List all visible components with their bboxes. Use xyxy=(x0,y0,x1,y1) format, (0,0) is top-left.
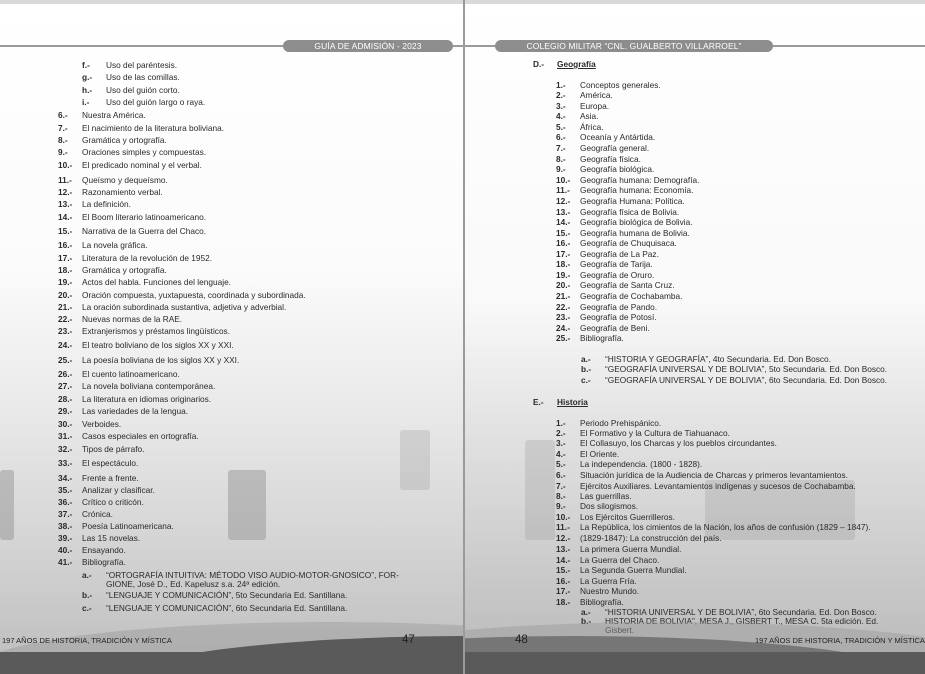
item-text: Geografía Humana: Política. xyxy=(580,196,685,206)
item-number: 9.- xyxy=(58,147,68,157)
item-number: 12.- xyxy=(556,196,571,206)
item-number: 14.- xyxy=(556,217,571,227)
item-text: Gisbert. xyxy=(605,625,635,635)
item-number: 38.- xyxy=(58,521,73,531)
right-page: COLEGIO MILITAR “CNL. GUALBERTO VILLARROEL” D.- Geografía E.- Historia 1.- Conceptos generales. 2.- América. 3.- Europa. 4.- Asia. 5.- África. 6.- Oceanía y Antártida. 7.- Geografía general. 8.- Geografía física. 9.- Geografía biológica. 10.- Geografía humana: Demografía. 11.- Geografía humana: Economía. 12.- Geografía Humana: Política. 13.- Geografía física de Bolivia. 14.- Geografía biológica de Bolivia. 15.- Geografía humana de Bolivia. 16.- Geografía de Chuquisaca. 17.- Geografía de La Paz. 18.- Geografía de Tarija. 19.- Geografía de Oruro. 20.- Geografía de Santa Cruz. 21.- Geografía de Cochabamba. 22.- Geografía de Pando. 23.- Geografía de Potosí. 24.- Geografía de Beni. 25.- Bibliografía. a.- “HISTORIA Y GEOGRAFÍA”, 4to Secundaria. Ed. Don Bosco. b.- “GEOGRAFÍA UNIVERSAL Y DE BOLIVIA”, 5to Secundaria. Ed. Don Bosco. c.- “GEOGRAFÍA UNIVERSAL Y DE BOLIVIA”, 6to Secundaria. Ed. Don Bosco. 1.- Periodo Prehispánico. 2.- El Formativo y la Cultura de Tiahuanaco. 3.- El Collasuyo, los Charcas y los pueblos circundantes. 4.- El Oriente. 5.- La independencia. (1800 - 1828). 6.- Situación jurídica de la Audiencia de Charcas y primeros levantamientos. 7.- Ejércitos Auxiliares. Levantamientos indígenas y sucesos de Cochabamba. 8.- Las guerrillas. 9.- Dos silogismos. 10.- Los Ejércitos Guerrilleros. 11.- La República, los cimientos de la Nación, los años de confusión (1829 – 1847). 12.- (1829-1847): La construcción del país. 13.- La primera Guerra Mundial. 14.- La Guerra del Chaco. 15.- La Segunda Guerra Mundial. 16.- La Guerra Fría. 17.- Nuestro Mundo. 18.- Bibliografía. a.- “HISTORIA UNIVERSAL Y DE BOLIVIA”, 6to Secundaria. Ed. Don Bosco. b.- HISTORIA DE BOLIVIA”, MESA J., GISBERT T., MESA C. 5ta edición. Ed. Gisbert. 48 197 AÑOS DE HISTORIA, TRADICIÓN Y MÍSTICA xyxy=(465,0,925,674)
photo-figure xyxy=(525,440,555,540)
item-text: América. xyxy=(580,90,613,100)
item-text: La novela boliviana contemporánea. xyxy=(82,381,216,391)
item-number: 2.- xyxy=(556,90,566,100)
item-number: 16.- xyxy=(58,240,73,250)
item-text: Verboides. xyxy=(82,419,122,429)
item-text: La República, los cimientos de la Nación, los años de confusión (1829 – 1847). xyxy=(580,522,871,532)
item-number: 37.- xyxy=(58,509,73,519)
item-number: 2.- xyxy=(556,428,566,438)
item-text: Geografía física. xyxy=(580,154,641,164)
item-number: 18.- xyxy=(58,265,73,275)
item-text: La poesía boliviana de los siglos XX y XXI. xyxy=(82,355,240,365)
item-text: Geografía biológica de Bolivia. xyxy=(580,217,693,227)
item-text: La definición. xyxy=(82,199,131,209)
item-text: La independencia. (1800 - 1828). xyxy=(580,459,703,469)
item-number: 11.- xyxy=(556,185,570,195)
item-number: 17.- xyxy=(556,586,571,596)
item-text: Extranjerismos y préstamos lingüísticos. xyxy=(82,326,231,336)
item-text: Oración compuesta, yuxtapuesta, coordinada y subordinada. xyxy=(82,290,306,300)
item-number: 7.- xyxy=(556,481,566,491)
footer-band xyxy=(465,652,925,674)
item-text: Los Ejércitos Guerrilleros. xyxy=(580,512,675,522)
item-text: Las variedades de la lengua. xyxy=(82,406,189,416)
item-text: Geografía de Cochabamba. xyxy=(580,291,683,301)
item-number: 9.- xyxy=(556,501,566,511)
item-text: “ORTOGRAFÍA INTUITIVA: MÉTODO VISO AUDIO-MOTOR-GNOSICO”, FOR- xyxy=(106,570,399,580)
item-number: 5.- xyxy=(556,459,566,469)
item-text: Las 15 novelas. xyxy=(82,533,141,543)
item-text: (1829-1847): La construcción del país. xyxy=(580,533,722,543)
item-number: 28.- xyxy=(58,394,73,404)
item-number: 20.- xyxy=(556,280,571,290)
item-text: El Collasuyo, los Charcas y los pueblos circundantes. xyxy=(580,438,777,448)
item-text: Tipos de párrafo. xyxy=(82,444,145,454)
photo-figure xyxy=(0,470,14,540)
item-number: 15.- xyxy=(58,226,73,236)
item-number: h.- xyxy=(82,85,93,95)
item-number: 11.- xyxy=(556,522,570,532)
item-text: Geografía humana: Demografía. xyxy=(580,175,700,185)
item-number: 17.- xyxy=(556,249,571,259)
item-text: Europa. xyxy=(580,101,610,111)
item-text: Analizar y clasificar. xyxy=(82,485,155,495)
item-text: Bibliografía. xyxy=(580,333,624,343)
item-number: 23.- xyxy=(58,326,73,336)
item-number: 4.- xyxy=(556,449,566,459)
item-text: Uso del guión largo o raya. xyxy=(106,97,206,107)
item-text: Uso del guión corto. xyxy=(106,85,180,95)
footer-band xyxy=(0,652,463,674)
item-text: La primera Guerra Mundial. xyxy=(580,544,682,554)
item-number: 13.- xyxy=(556,207,571,217)
item-text: Gramática y ortografía. xyxy=(82,265,167,275)
item-number: 10.- xyxy=(556,175,571,185)
item-number: 6.- xyxy=(556,470,566,480)
item-number: 30.- xyxy=(58,419,73,429)
item-text: La novela gráfica. xyxy=(82,240,148,250)
item-text: Geografía biológica. xyxy=(580,164,655,174)
item-text: Poesía Latinoamericana. xyxy=(82,521,174,531)
item-text: Uso del paréntesis. xyxy=(106,60,178,70)
item-text: Nuevas normas de la RAE. xyxy=(82,314,183,324)
item-text: Geografía de Beni. xyxy=(580,323,650,333)
item-text: El teatro boliviano de los siglos XX y XXI. xyxy=(82,340,234,350)
item-number: 29.- xyxy=(58,406,73,416)
item-text: Geografía de Potosí. xyxy=(580,312,657,322)
item-number: 21.- xyxy=(556,291,571,301)
item-number: 7.- xyxy=(556,143,566,153)
item-text: Geografía humana: Economía. xyxy=(580,185,694,195)
item-number: 24.- xyxy=(556,323,571,333)
item-text: “GEOGRAFÍA UNIVERSAL Y DE BOLIVIA”, 6to Secundaria. Ed. Don Bosco. xyxy=(605,375,888,385)
item-text: El espectáculo. xyxy=(82,458,139,468)
item-text: La Segunda Guerra Mundial. xyxy=(580,565,687,575)
item-number: 27.- xyxy=(58,381,73,391)
item-number: 3.- xyxy=(556,438,566,448)
item-text: Dos silogismos. xyxy=(580,501,639,511)
item-number: 9.- xyxy=(556,164,566,174)
item-number: 14.- xyxy=(58,212,73,222)
item-number: 3.- xyxy=(556,101,566,111)
item-text: Geografía de Oruro. xyxy=(580,270,655,280)
item-text: “HISTORIA UNIVERSAL Y DE BOLIVIA”, 6to Secundaria. Ed. Don Bosco. xyxy=(605,607,877,617)
photo-figure xyxy=(400,430,430,490)
item-number: 32.- xyxy=(58,444,73,454)
photo-figure xyxy=(228,470,266,540)
item-text: Geografía de Chuquisaca. xyxy=(580,238,677,248)
item-text: Bibliografía. xyxy=(82,557,126,567)
item-number: b.- xyxy=(82,590,93,600)
item-text: Geografía de Tarija. xyxy=(580,259,653,269)
item-number: 25.- xyxy=(556,333,571,343)
item-text: Crónica. xyxy=(82,509,113,519)
item-number: 11.- xyxy=(58,175,72,185)
item-number: 25.- xyxy=(58,355,73,365)
item-text: Crítico o criticón. xyxy=(82,497,144,507)
item-number: 15.- xyxy=(556,565,571,575)
item-text: Ejércitos Auxiliares. Levantamientos indígenas y sucesos de Cochabamba. xyxy=(580,481,856,491)
item-text: La Guerra del Chaco. xyxy=(580,555,660,565)
right-page-number: 48 xyxy=(515,634,528,646)
item-number: 8.- xyxy=(556,154,566,164)
item-number: 23.- xyxy=(556,312,571,322)
item-number: g.- xyxy=(82,72,93,82)
item-number: c.- xyxy=(581,375,591,385)
item-text: La Guerra Fría. xyxy=(580,576,637,586)
item-number: 40.- xyxy=(58,545,73,555)
item-text: Ensayando. xyxy=(82,545,126,555)
item-number: b.- xyxy=(581,364,592,374)
item-number: 35.- xyxy=(58,485,73,495)
item-number: 41.- xyxy=(58,557,73,567)
item-number: f.- xyxy=(82,60,90,70)
item-number: c.- xyxy=(82,603,92,613)
item-number: 34.- xyxy=(58,473,73,483)
item-number: 22.- xyxy=(58,314,73,324)
item-text: Nuestra América. xyxy=(82,110,146,120)
item-number: a.- xyxy=(581,354,591,364)
item-text: Oceanía y Antártida. xyxy=(580,132,656,142)
item-number: 8.- xyxy=(556,491,566,501)
item-text: Geografía general. xyxy=(580,143,650,153)
item-number: 7.- xyxy=(58,123,68,133)
item-text: Uso de las comillas. xyxy=(106,72,180,82)
item-number: 16.- xyxy=(556,238,571,248)
item-number: 33.- xyxy=(58,458,73,468)
item-text: Oraciones simples y compuestas. xyxy=(82,147,207,157)
item-number: a.- xyxy=(82,570,92,580)
top-border xyxy=(0,0,463,4)
item-number: 26.- xyxy=(58,369,73,379)
item-text: La oración subordinada sustantiva, adjetiva y adverbial. xyxy=(82,302,287,312)
item-number: 19.- xyxy=(58,277,73,287)
item-text: Conceptos generales. xyxy=(580,80,661,90)
right-footer-text: 197 AÑOS DE HISTORIA, TRADICIÓN Y MÍSTICA xyxy=(755,636,925,645)
item-number: 14.- xyxy=(556,555,571,565)
item-text: El Oriente. xyxy=(580,449,620,459)
item-number: 16.- xyxy=(556,576,571,586)
item-text: Asia. xyxy=(580,111,599,121)
item-text: África. xyxy=(580,122,604,132)
item-text: Geografía de Pando. xyxy=(580,302,658,312)
item-text: El predicado nominal y el verbal. xyxy=(82,160,202,170)
item-text: Geografía física de Bolivia. xyxy=(580,207,680,217)
left-page-number: 47 xyxy=(402,634,415,646)
item-number: 4.- xyxy=(556,111,566,121)
item-text: GIONE, José D., Ed. Kapelusz s.a. 24ª edición. xyxy=(106,579,281,589)
item-number: 12.- xyxy=(556,533,571,543)
item-number: 8.- xyxy=(58,135,68,145)
item-number: 18.- xyxy=(556,259,571,269)
item-text: Situación jurídica de la Audiencia de Charcas y primeros levantamientos. xyxy=(580,470,848,480)
item-text: Periodo Prehispánico. xyxy=(580,418,662,428)
item-text: Geografía de La Paz. xyxy=(580,249,659,259)
item-text: “LENGUAJE Y COMUNICACIÓN”, 6to Secundaria Ed. Santillana. xyxy=(106,603,348,613)
item-number: 21.- xyxy=(58,302,73,312)
item-text: El Formativo y la Cultura de Tiahuanaco. xyxy=(580,428,730,438)
item-number: 1.- xyxy=(556,418,566,428)
item-text: Actos del habla. Funciones del lenguaje. xyxy=(82,277,231,287)
item-text: “LENGUAJE Y COMUNICACIÓN”, 5to Secundaria Ed. Santillana. xyxy=(106,590,348,600)
item-number: 6.- xyxy=(58,110,68,120)
item-number: 18.- xyxy=(556,597,571,607)
item-text: Nuestro Mundo. xyxy=(580,586,640,596)
top-border xyxy=(465,0,925,4)
item-text: “HISTORIA Y GEOGRAFÍA”, 4to Secundaria. Ed. Don Bosco. xyxy=(605,354,831,364)
item-number: i.- xyxy=(82,97,90,107)
item-text: El cuento latinoamericano. xyxy=(82,369,180,379)
left-footer-text: 197 AÑOS DE HISTORIA, TRADICIÓN Y MÍSTICA xyxy=(2,636,172,645)
item-number: 6.- xyxy=(556,132,566,142)
item-text: Bibliografía. xyxy=(580,597,624,607)
item-text: Las guerrillas. xyxy=(580,491,632,501)
item-text: Razonamiento verbal. xyxy=(82,187,163,197)
item-number: 36.- xyxy=(58,497,73,507)
item-text: Geografía de Santa Cruz. xyxy=(580,280,675,290)
item-number: 39.- xyxy=(58,533,73,543)
item-text: El nacimiento de la literatura boliviana. xyxy=(82,123,225,133)
item-number: 1.- xyxy=(556,80,566,90)
item-number: 13.- xyxy=(58,199,73,209)
item-number: b.- xyxy=(581,616,592,626)
item-text: Casos especiales en ortografía. xyxy=(82,431,199,441)
item-text: Literatura de la revolución de 1952. xyxy=(82,253,213,263)
item-number: 20.- xyxy=(58,290,73,300)
item-text: Narrativa de la Guerra del Chaco. xyxy=(82,226,207,236)
item-text: El Boom literario latinoamericano. xyxy=(82,212,207,222)
item-number: 17.- xyxy=(58,253,73,263)
item-number: 10.- xyxy=(58,160,73,170)
item-text: “GEOGRAFÍA UNIVERSAL Y DE BOLIVIA”, 5to Secundaria. Ed. Don Bosco. xyxy=(605,364,888,374)
item-number: 22.- xyxy=(556,302,571,312)
item-text: La literatura en idiomas originarios. xyxy=(82,394,212,404)
item-text: Gramática y ortografía. xyxy=(82,135,167,145)
item-text: HISTORIA DE BOLIVIA”, MESA J., GISBERT T., MESA C. 5ta edición. Ed. xyxy=(605,616,879,626)
item-number: a.- xyxy=(581,607,591,617)
item-number: 31.- xyxy=(58,431,73,441)
item-number: 13.- xyxy=(556,544,571,554)
item-number: 5.- xyxy=(556,122,566,132)
item-number: 24.- xyxy=(58,340,73,350)
item-number: 15.- xyxy=(556,228,571,238)
item-number: 12.- xyxy=(58,187,73,197)
right-header-tab: COLEGIO MILITAR “CNL. GUALBERTO VILLARROEL” xyxy=(495,40,773,52)
item-text: Frente a frente. xyxy=(82,473,139,483)
item-text: Geografía humana de Bolivia. xyxy=(580,228,690,238)
item-number: 10.- xyxy=(556,512,571,522)
item-number: 19.- xyxy=(556,270,571,280)
left-header-tab: GUÍA DE ADMISIÓN - 2023 xyxy=(283,40,453,52)
item-text: Queísmo y dequeísmo. xyxy=(82,175,168,185)
